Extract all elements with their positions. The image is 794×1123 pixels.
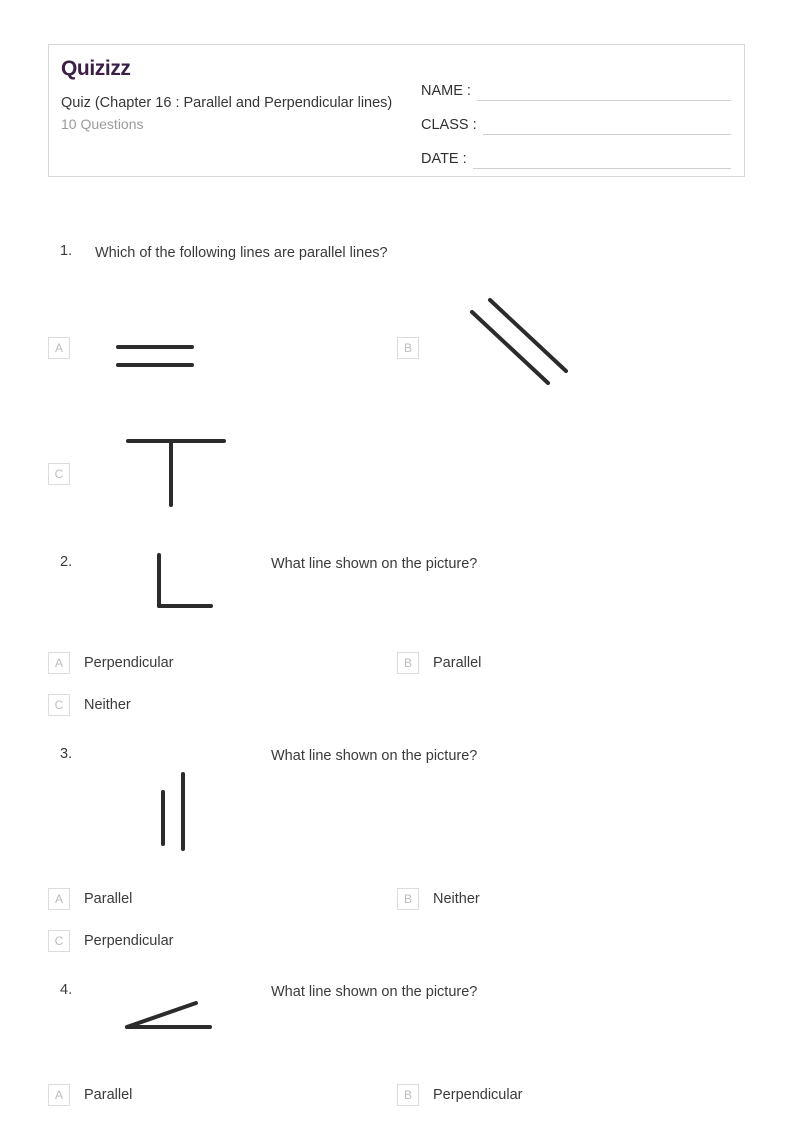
figure-two-diagonal-parallel-lines	[462, 291, 577, 391]
figure-two-horizontal-parallel-lines	[110, 330, 210, 380]
class-field-label: CLASS :	[421, 117, 477, 133]
option-letter-box: C	[48, 463, 70, 485]
class-input[interactable]	[483, 113, 731, 135]
option-letter-box: C	[48, 694, 70, 716]
question-2-option-a[interactable]	[48, 652, 173, 674]
class-field-row	[421, 101, 731, 135]
question-4-option-a[interactable]	[48, 1084, 132, 1106]
figure-t-shape-perpendicular-lines	[120, 432, 235, 512]
option-label: Neither	[84, 697, 131, 713]
question-4-option-b[interactable]	[397, 1084, 522, 1106]
option-letter-box: C	[48, 930, 70, 952]
question-1-option-c[interactable]	[48, 463, 70, 485]
question-3-option-c[interactable]	[48, 930, 173, 952]
option-letter-box: B	[397, 652, 419, 674]
figure-acute-angle-lines	[118, 994, 223, 1044]
question-2-option-c[interactable]	[48, 694, 131, 716]
question-1-option-b[interactable]	[397, 337, 419, 359]
option-letter-box: A	[48, 337, 70, 359]
worksheet-header	[48, 44, 745, 177]
date-input[interactable]	[473, 147, 731, 169]
option-letter-box: B	[397, 888, 419, 910]
option-label: Parallel	[433, 655, 482, 671]
question-2-text: What line shown on the picture?	[271, 556, 478, 572]
question-4-text: What line shown on the picture?	[271, 984, 478, 1000]
name-field-row	[421, 67, 731, 101]
name-input[interactable]	[477, 79, 731, 101]
date-field-row	[421, 135, 731, 169]
question-3-option-a[interactable]	[48, 888, 132, 910]
quiz-title: Quiz (Chapter 16 : Parallel and Perpendicular lines)	[61, 95, 393, 111]
header-left-column	[61, 58, 411, 135]
question-1-option-a[interactable]	[48, 337, 70, 359]
option-label: Neither	[433, 891, 480, 907]
question-2-number: 2.	[60, 554, 73, 570]
name-field-label: NAME :	[421, 83, 471, 99]
option-label: Perpendicular	[433, 1087, 523, 1103]
question-3-text: What line shown on the picture?	[271, 748, 478, 764]
option-label: Parallel	[84, 891, 133, 907]
option-letter-box: B	[397, 1084, 419, 1106]
question-1-number: 1.	[60, 243, 73, 259]
option-label: Parallel	[84, 1087, 133, 1103]
question-count: 10 Questions	[61, 116, 144, 133]
option-letter-box: A	[48, 652, 70, 674]
option-letter-box: B	[397, 337, 419, 359]
option-letter-box: A	[48, 1084, 70, 1106]
option-label: Perpendicular	[84, 655, 174, 671]
question-2-option-b[interactable]	[397, 652, 481, 674]
question-3-number: 3.	[60, 746, 73, 762]
question-3-option-b[interactable]	[397, 888, 480, 910]
figure-l-shape-right-angle	[148, 551, 223, 613]
date-field-label: DATE :	[421, 151, 467, 167]
question-1-text: Which of the following lines are parallel lines?	[95, 245, 388, 261]
figure-two-vertical-parallel-lines	[152, 768, 197, 853]
question-4-number: 4.	[60, 982, 73, 998]
option-letter-box: A	[48, 888, 70, 910]
quizizz-logo: Quizizz	[61, 57, 131, 80]
student-info-fields	[421, 67, 731, 169]
option-label: Perpendicular	[84, 933, 174, 949]
